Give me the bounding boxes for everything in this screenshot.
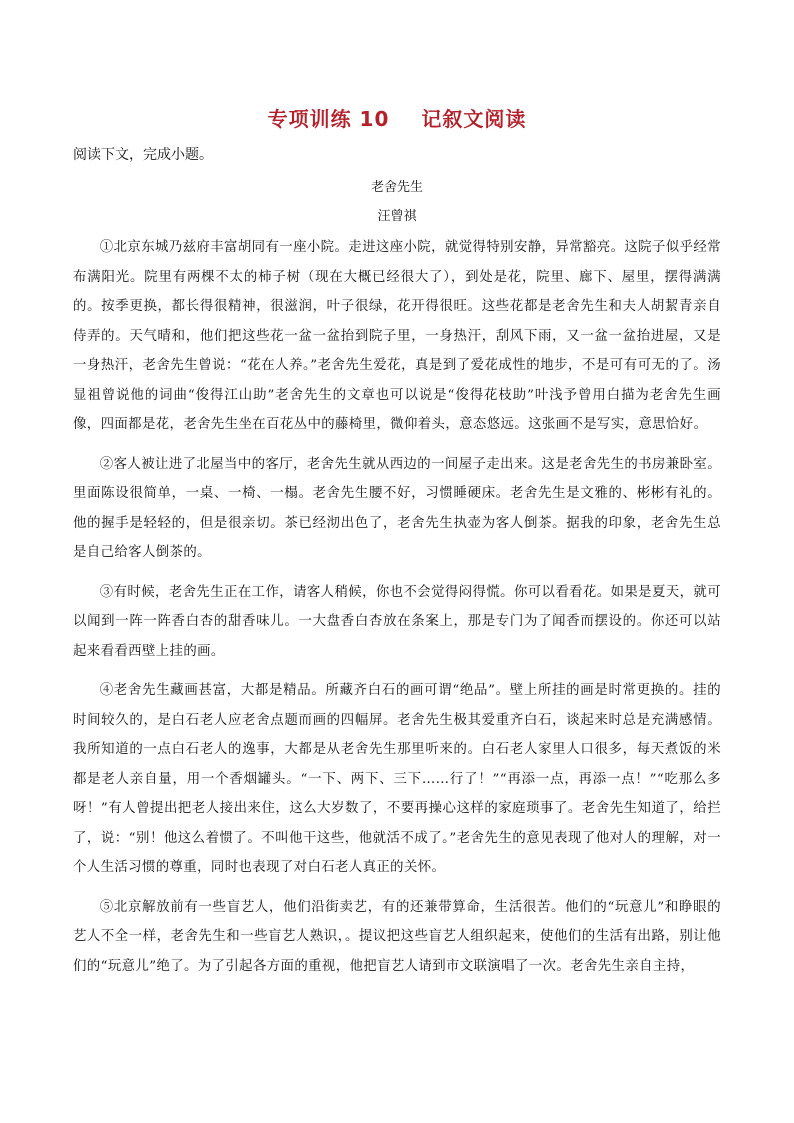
page-title-part1: 专项训练 10 (267, 107, 390, 131)
page-title-part2: 记叙文阅读 (421, 107, 527, 131)
reading-instruction: 阅读下文，完成小题。 (73, 147, 213, 163)
paragraph-2: ②客人被让进了北屋当中的客厅，老舍先生就从西边的一间屋子走出来。这是老舍先生的书房兼卧室。里面陈设很简单，一桌、一椅、一榻。老舍先生腰不好，习惯睡硬床。老舍先生是文雅的、彬彬有礼的。他的握手是轻轻的，但是很亲切。茶已经沏出色了，老舍先生执壶为客人倒茶。据我的印象，老舍先生总是自己给客人倒茶的。 (73, 456, 721, 560)
paragraph-5: ⑤北京解放前有一些盲艺人，他们沿街卖艺，有的还兼带算命，生活很苦。他们的“玩意儿”和睁眼的艺人不全一样，老舍先生和一些盲艺人熟识，。提议把这些盲艺人组织起来，使他们的生活有出路，别让他们的“玩意儿”绝了。为了引起各方面的重视，他把盲艺人请到市文联演唱了一次。老舍先生亲自主持， (73, 899, 721, 974)
paragraph-3: ③有时候，老舍先生正在工作，请客人稍候，你也不会觉得闷得慌。你可以看看花。如果是夏天，就可以闻到一阵一阵香白杏的甜香味儿。一大盘香白杏放在条案上，那是专门为了闻香而摆设的。你还可以站起来看看西壁上挂的画。 (73, 584, 721, 659)
article-body (73, 233, 721, 991)
page-title (0, 103, 794, 132)
paragraph-4: ④老舍先生藏画甚富，大都是精品。所藏齐白石的画可谓“绝品”。壁上所挂的画是时常更换的。挂的时间较久的，是白石老人应老舍点题而画的四幅屏。老舍先生极其爱重齐白石，谈起来时总是充满感情。我所知道的一点白石老人的逸事，大都是从老舍先生那里听来的。白石老人家里人口很多，每天煮饭的米都是老人亲自量，用一个香烟罐头。“一下、两下、三下……行了！”“再添一点，再添一点！”“吃那么多呀！”有人曾提出把老人接出来住，这么大岁数了，不要再操心这样的家庭琐事了。老舍先生知道了，给拦了，说：“别！他这么着惯了。不叫他干这些，他就活不成了。”老舍先生的意见表现了他对人的理解，对一个人生活习惯的尊重，同时也表现了对白石老人真正的关怀。 (73, 683, 721, 875)
article-title: 老舍先生 (370, 180, 423, 195)
article-author: 汪曾祺 (377, 209, 417, 224)
paragraph-1: ①北京东城乃兹府丰富胡同有一座小院。走进这座小院，就觉得特别安静，异常豁亮。这院子似乎经常布满阳光。院里有两棵不太的柿子树（现在大概已经很大了），到处是花，院里、廊下、屋里，摆得满满的。按季更换，都长得很精神，很滋润，叶子很绿，花开得很旺。这些花都是老舍先生和夫人胡絜青亲自侍弄的。天气晴和，他们把这些花一盆一盆抬到院子里，一身热汗，刮风下雨，又一盆一盆抬进屋，又是一身热汗，老舍先生曾说：“花在人养。”老舍先生爱花，真是到了爱花成性的地步，不是可有可无的了。汤显祖曾说他的词曲“俊得江山助”老舍先生的文章也可以说是“俊得花枝助”叶浅予曾用白描为老舍先生画像，四面都是花，老舍先生坐在百花丛中的藤椅里，微仰着头，意态悠远。这张画不是写实，意思恰好。 (73, 240, 721, 432)
